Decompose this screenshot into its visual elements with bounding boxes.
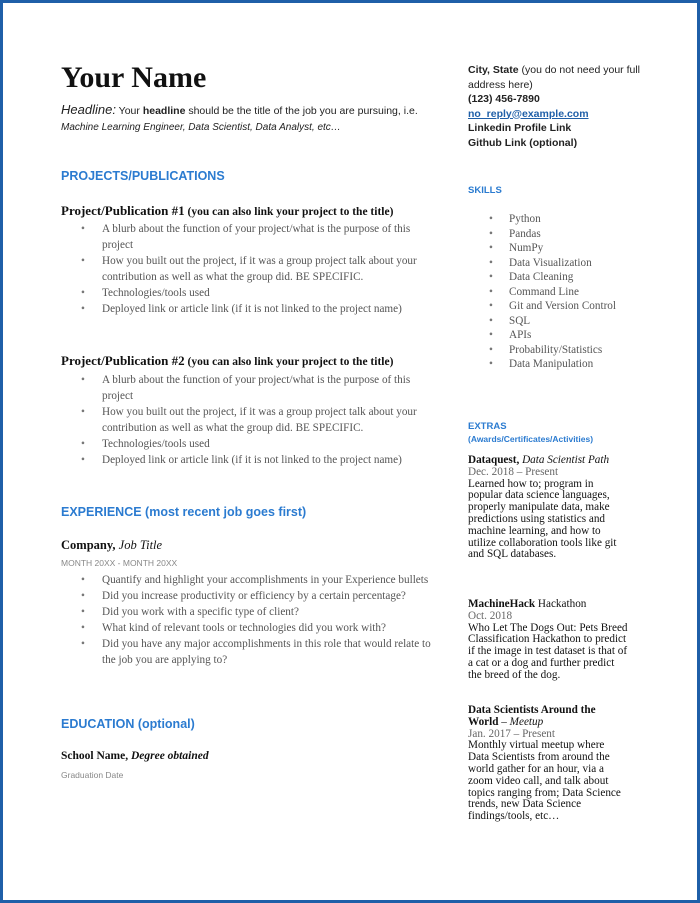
project-1-name: Project/Publication #1	[61, 203, 185, 218]
experience-section-title: EXPERIENCE (most recent job goes first)	[61, 505, 307, 519]
extra-2-subtitle: Hackathon	[535, 598, 587, 610]
extra-1-subtitle: Data Scientist Path	[519, 454, 610, 466]
contact-block	[468, 63, 673, 150]
extra-3-title: Data Scientists Around the World	[468, 704, 596, 728]
linkedin-link[interactable]: Linkedin Profile Link	[468, 122, 572, 134]
city-note: (you do not need your full address here)	[468, 64, 640, 91]
degree: Degree obtained	[128, 750, 209, 762]
projects-section-title: PROJECTS/PUBLICATIONS	[61, 169, 225, 183]
list-item: • Data Visualization	[489, 256, 639, 271]
graduation-date: Graduation Date	[61, 770, 124, 780]
list-item: • How you built out the project, if it was a group project talk about your contribution as well as what the group did. BE SPECIFIC.	[81, 253, 441, 285]
extra-3-subtitle: – Meetup	[498, 715, 544, 728]
project-1-subtitle: (you can also link your project to the title)	[184, 206, 394, 218]
company-title	[61, 538, 162, 553]
list-item: • A blurb about the function of your project/what is the purpose of this project	[81, 372, 441, 404]
list-item: • Deployed link or article link (if it is not linked to the project name)	[81, 301, 441, 317]
list-item: • A blurb about the function of your project/what is the purpose of this project	[81, 221, 441, 253]
headline-label: Headline:	[61, 102, 116, 117]
list-item: • Quantify and highlight your accomplishments in your Experience bullets	[81, 572, 441, 588]
list-item: • Python	[489, 212, 639, 227]
company-name: Company,	[61, 538, 116, 552]
project-1-bullets	[81, 221, 441, 317]
project-2-title[interactable]	[61, 353, 393, 369]
school-line	[61, 750, 209, 762]
extra-item-2	[468, 599, 628, 682]
extra-3-date: Jan. 2017 – Present	[468, 727, 556, 740]
extra-3-desc: Monthly virtual meetup where Data Scientists from around the world gather for an hour, via a zoom video call, and talk about topics ranging from; Data Science trends, new Data Science findings/tools, etc…	[468, 739, 621, 823]
list-item: • Data Manipulation	[489, 357, 639, 372]
list-item: • APIs	[489, 328, 639, 343]
experience-dates: MONTH 20XX - MONTH 20XX	[61, 558, 178, 568]
list-item: • What kind of relevant tools or technologies did you work with?	[81, 620, 441, 636]
contact-location	[468, 63, 673, 92]
list-item: • Git and Version Control	[489, 299, 639, 314]
github-link[interactable]: Github Link (optional)	[468, 136, 578, 149]
list-item: • Did you have any major accomplishments in this role that would relate to the job you are applying to?	[81, 636, 441, 668]
extra-2-desc: Who Let The Dogs Out: Pets Breed Classification Hackathon to predict if the image in test dataset is that of a cat or a dog and further predict the breed of the dog.	[468, 621, 628, 681]
headline-pre: Your	[115, 105, 143, 117]
project-1-title[interactable]	[61, 203, 393, 219]
extra-1-title: Dataquest,	[468, 454, 520, 466]
extra-2-title: MachineHack	[468, 598, 536, 610]
list-item: • SQL	[489, 314, 639, 329]
extras-section-title	[468, 421, 593, 445]
extras-title: EXTRAS	[468, 421, 507, 432]
list-item: • Technologies/tools used	[81, 285, 441, 301]
list-item: • NumPy	[489, 241, 639, 256]
extras-subtitle: (Awards/Certificates/Activities)	[468, 434, 594, 444]
project-2-subtitle: (you can also link your project to the title)	[184, 356, 394, 368]
project-2-bullets	[81, 372, 441, 468]
skills-section-title: SKILLS	[468, 185, 502, 196]
email-link[interactable]: no_reply@example.com	[468, 107, 589, 120]
headline-examples: Machine Learning Engineer, Data Scientist, Data Analyst, etc…	[61, 122, 341, 133]
skills-list	[489, 212, 639, 372]
phone: (123) 456-7890	[468, 93, 540, 105]
extra-1-date: Dec. 2018 – Present	[468, 465, 559, 478]
list-item: • How you built out the project, if it was a group project talk about your contribution as well as what the group did. BE SPECIFIC.	[81, 404, 441, 436]
school-name: School Name,	[61, 750, 129, 762]
job-title: Job Title	[115, 538, 163, 552]
extra-2-date: Oct. 2018	[468, 609, 513, 622]
list-item: • Data Cleaning	[489, 270, 639, 285]
list-item: • Did you increase productivity or efficiency by a certain percentage?	[81, 588, 441, 604]
list-item: • Deployed link or article link (if it is not linked to the project name)	[81, 452, 441, 468]
list-item: • Probability/Statistics	[489, 343, 639, 358]
city-state: City, State	[468, 64, 519, 76]
extra-item-1	[468, 455, 628, 561]
extra-1-desc: Learned how to; program in popular data science languages, properly manipulate data, make predictions using statistics and machine learning, and how to utilize collaboration tools like git and SQL databases.	[468, 477, 617, 561]
list-item: • Technologies/tools used	[81, 436, 441, 452]
experience-bullets	[81, 572, 441, 668]
extra-item-3	[468, 705, 628, 823]
candidate-name: Your Name	[61, 61, 207, 94]
list-item: • Did you work with a specific type of client?	[81, 604, 441, 620]
list-item: • Pandas	[489, 227, 639, 242]
headline-post: should be the title of the job you are pursuing, i.e.	[185, 105, 418, 117]
headline-bold: headline	[142, 105, 186, 117]
education-section-title: EDUCATION (optional)	[61, 717, 195, 731]
project-2-name: Project/Publication #2	[61, 353, 185, 368]
headline	[61, 102, 456, 136]
list-item: • Command Line	[489, 285, 639, 300]
